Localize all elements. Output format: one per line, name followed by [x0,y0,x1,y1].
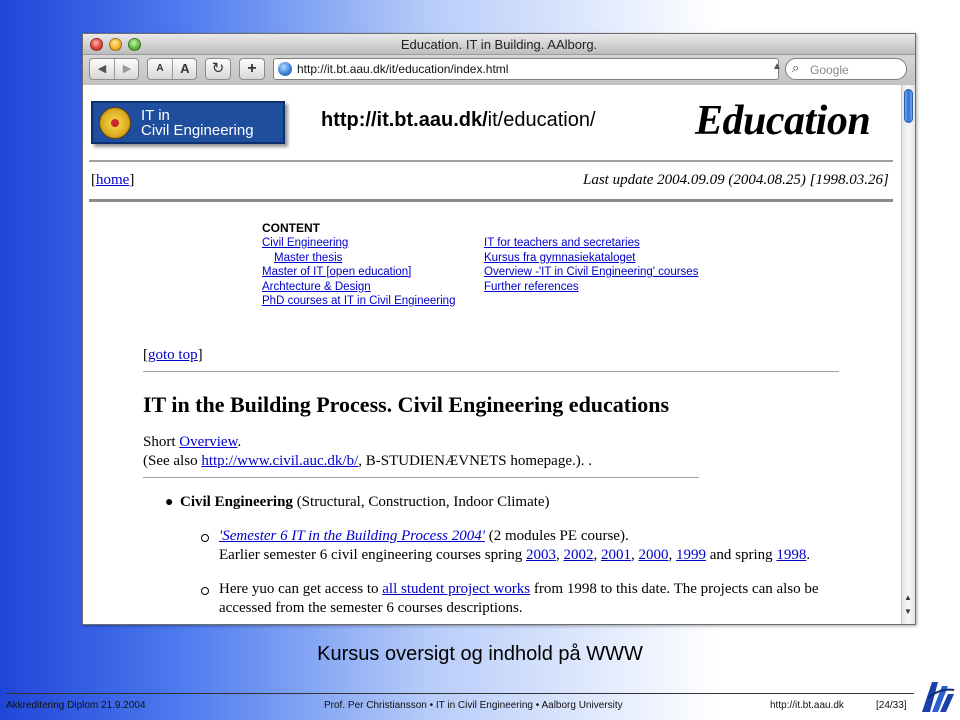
logo-text-line1: IT in [141,107,170,124]
see-also-line [143,453,592,470]
scroll-down-arrow-icon[interactable]: ▼ [904,607,912,616]
content-link[interactable]: Kursus fra gymnasiekataloget [484,251,636,264]
content-link[interactable]: Master thesis [274,251,343,264]
content-title: CONTENT [262,221,320,235]
content-item [484,265,744,280]
site-url-bold: http://it.bt.aau.dk/ [321,109,488,131]
year-link[interactable]: 2002 [563,547,594,563]
semester-item [219,528,629,545]
text-size-button-group [147,58,197,80]
vertical-scrollbar[interactable] [901,85,915,625]
see-also-prefix: (See also [143,453,202,469]
earlier-prefix: Earlier semester 6 civil engineering courses spring [219,547,526,563]
goto-top-link[interactable]: goto top [148,347,198,363]
scrollbar-thumb[interactable] [904,89,913,123]
short-overview-line [143,434,241,451]
divider [143,371,839,372]
semester-rest: (2 modules PE course). [484,528,629,544]
aau-logo-icon [918,676,958,716]
divider [89,160,893,162]
year-link[interactable]: 2001 [600,547,631,563]
projects-item [219,581,819,598]
home-link[interactable]: home [96,172,130,188]
earlier-and: and spring [705,547,777,563]
civil-title: Civil Engineering [180,494,293,510]
scroll-up-arrow-icon[interactable]: ▲ [904,593,912,602]
content-item [262,280,492,295]
content-link[interactable]: Overview -'IT in Civil Engineering' courses [484,266,699,278]
short-prefix: Short [143,434,180,450]
last-update-text: Last update 2004.09.09 (2004.08.25) [1998.03.26] [583,172,889,188]
civil-engineering-item [180,494,550,511]
short-suffix: . [237,434,242,450]
bullet-icon: ● [165,495,174,510]
back-button[interactable]: ◀ [90,59,115,79]
address-dropdown-icon[interactable]: ▲ [772,61,782,72]
window-titlebar[interactable] [83,34,915,55]
footer-url: http://it.bt.aau.dk [770,700,844,711]
projects-prefix: Here yuo can get access to [219,581,383,597]
content-link[interactable]: Civil Engineering [262,237,349,249]
separator: , [668,547,676,563]
goto-top-nav: [goto top] [143,347,203,363]
address-bar[interactable] [273,58,779,80]
year-link[interactable]: 1998 [776,547,807,563]
content-item [484,236,744,251]
content-item [484,251,744,266]
content-item [262,294,492,309]
search-input[interactable] [785,58,907,80]
search-icon[interactable]: ⌕ [792,60,800,75]
globe-icon [278,62,292,76]
content-item [262,265,492,280]
civil-rest: (Structural, Construction, Indoor Climate) [292,494,550,510]
see-also-suffix: , B-STUDIENÆVNETS homepage.). . [358,453,592,469]
overview-link[interactable]: Overview [179,434,238,450]
content-column-2 [484,236,744,294]
year-link[interactable]: 2000 [638,547,669,563]
content-link[interactable]: IT for teachers and secretaries [484,237,640,249]
content-item [262,251,492,266]
address-bar-url[interactable]: http://it.bt.aau.dk/it/education/index.html [297,62,509,76]
emblem-icon [99,107,131,139]
text-bigger-button[interactable]: A [180,61,190,76]
site-logo[interactable] [91,101,285,144]
earlier-courses-line [219,547,810,564]
page-title: Education [695,98,871,144]
site-url-rest: it/education/ [487,109,596,131]
search-placeholder: Google [810,63,849,77]
divider [89,199,893,202]
divider [143,477,699,478]
projects-rest: from 1998 to this date. The projects can also be [530,581,819,597]
content-link[interactable]: Archtecture & Design [262,280,371,293]
slide-caption: Kursus oversigt og indhold på WWW [317,643,643,665]
earlier-end: . [806,547,811,563]
year-link[interactable]: 2003 [525,547,556,563]
circle-bullet-icon [201,534,209,542]
section-title: IT in the Building Process. Civil Engineering educations [143,392,670,417]
content-item [262,236,492,251]
text-smaller-button[interactable]: A [148,59,173,79]
separator: , [555,547,564,563]
footer-author: Prof. Per Christiansson • IT in Civil Engineering • Aalborg University [324,700,623,711]
semester-6-link[interactable]: 'Semester 6 IT in the Building Process 2004' [219,528,485,544]
content-column-1 [262,236,492,309]
year-link[interactable]: 1999 [675,547,706,563]
window-title: Education. IT in Building. AAlborg. [400,37,598,52]
browser-window [82,33,916,625]
separator: , [630,547,639,563]
student-projects-link[interactable]: all student project works [382,581,531,597]
separator: , [593,547,601,563]
circle-bullet-icon [201,587,209,595]
content-index [262,221,699,307]
footer-event: Akkreditering Diplom 21.9.2004 [6,700,146,711]
navigation-button-group [89,58,139,80]
reload-button[interactable]: ↻ [205,58,231,80]
content-link[interactable]: PhD courses at IT in Civil Engineering [262,295,456,307]
content-link[interactable]: Further references [484,280,579,293]
page-viewport [83,85,903,625]
add-bookmark-button[interactable]: + [239,58,265,80]
footer-divider [6,693,914,694]
logo-text-line2: Civil Engineering [141,122,254,139]
projects-line-2: accessed from the semester 6 courses descriptions. [219,600,523,616]
site-url-heading [321,109,596,132]
content-link[interactable]: Master of IT [open education] [262,266,412,278]
footer-page-number: [24/33] [876,700,907,711]
civil-auc-link[interactable]: http://www.civil.auc.dk/b/ [201,453,359,469]
forward-button[interactable]: ▶ [122,63,132,75]
content-item [484,280,744,295]
home-nav: [home] [91,172,135,188]
